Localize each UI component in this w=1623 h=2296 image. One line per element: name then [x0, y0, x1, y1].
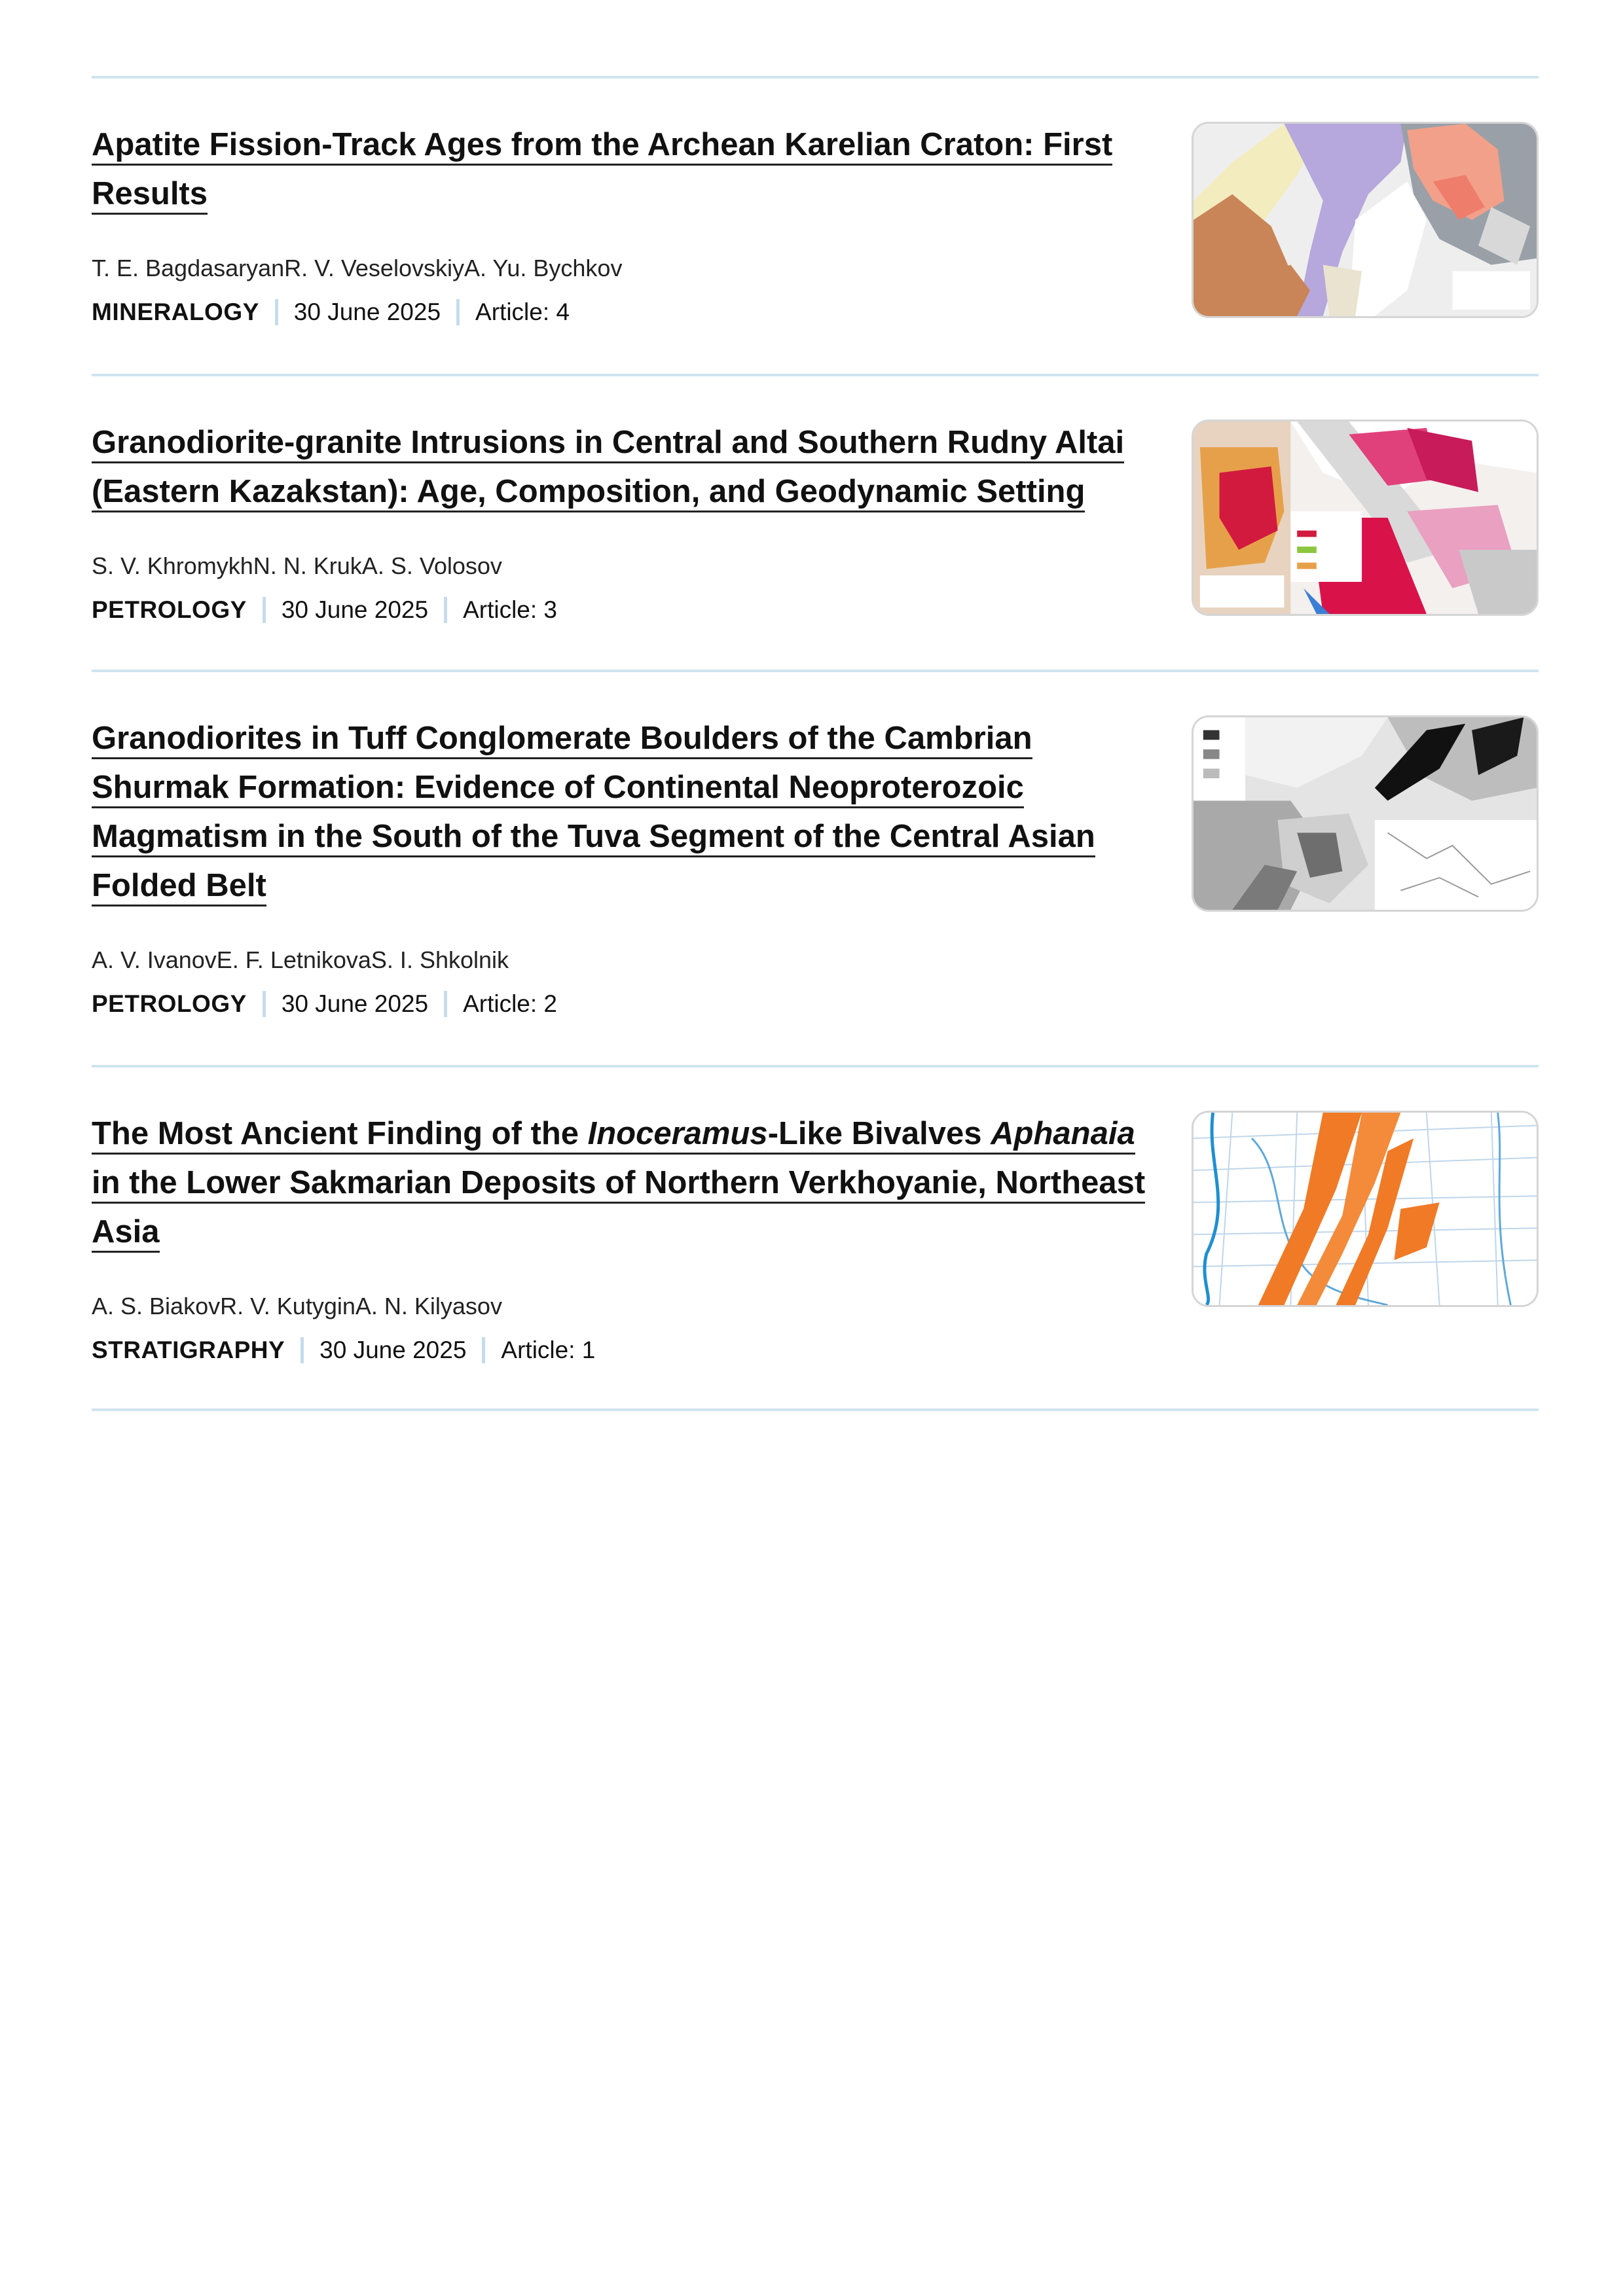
- geologic-map-thumbnail[interactable]: [1192, 1111, 1539, 1307]
- article-title-link[interactable]: [92, 1116, 1145, 1253]
- article-title: [92, 1109, 1152, 1257]
- article-meta: [92, 1335, 1152, 1365]
- article-category[interactable]: MINERALOGY: [92, 298, 259, 325]
- title-taxon: Aphanaia: [991, 1116, 1135, 1151]
- article-number: Article: 3: [463, 596, 558, 623]
- article-category[interactable]: PETROLOGY: [92, 596, 247, 623]
- title-part: The Most Ancient Finding of the: [92, 1116, 588, 1151]
- map-thumbnail-image: [1194, 422, 1537, 614]
- map-thumbnail-image: [1194, 1113, 1537, 1305]
- article-body: [92, 1067, 1152, 1365]
- article-item: [92, 76, 1539, 374]
- article-date: 30 June 2025: [281, 990, 429, 1017]
- meta-separator: [456, 299, 460, 325]
- meta-separator: [275, 299, 278, 325]
- article-title: [92, 714, 1152, 910]
- article-title: [92, 418, 1152, 516]
- article-meta: [92, 595, 1152, 625]
- article-meta: [92, 297, 1152, 327]
- map-thumbnail-image: [1194, 717, 1537, 910]
- meta-separator: [444, 991, 447, 1017]
- article-meta: [92, 989, 1152, 1019]
- meta-separator: [263, 597, 266, 623]
- title-taxon: Inoceramus: [587, 1116, 768, 1151]
- article-title-link[interactable]: Granodiorites in Tuff Conglomerate Boulders of the Cambrian Shurmak Formation: Evidence of Continental Neoproterozoic Magmatism in the South of the Tuva Segment of the Central Asian Folded Belt: [92, 721, 1095, 906]
- article-body: [92, 376, 1152, 625]
- article-authors: A. S. BiakovR. V. KutyginA. N. Kilyasov: [92, 1293, 502, 1319]
- article-number: Article: 4: [475, 298, 570, 325]
- article-date: 30 June 2025: [319, 1336, 467, 1363]
- article-item: [92, 374, 1539, 670]
- article-number: Article: 2: [463, 990, 558, 1017]
- article-list: [92, 76, 1539, 1411]
- article-date: 30 June 2025: [293, 298, 441, 325]
- article-body: [92, 672, 1152, 1019]
- article-title: [92, 120, 1152, 219]
- article-authors: A. V. IvanovE. F. LetnikovaS. I. Shkolnik: [92, 946, 509, 973]
- article-title-link[interactable]: Apatite Fission-Track Ages from the Archean Karelian Craton: First Results: [92, 127, 1112, 215]
- title-part: in the Lower Sakmarian Deposits of Northern Verkhoyanie, Northeast Asia: [92, 1165, 1146, 1249]
- map-thumbnail-image: [1194, 124, 1537, 316]
- geologic-map-thumbnail[interactable]: [1192, 122, 1539, 318]
- geologic-map-thumbnail[interactable]: [1192, 715, 1539, 912]
- article-item: [92, 1065, 1539, 1411]
- article-category[interactable]: PETROLOGY: [92, 990, 247, 1017]
- article-category[interactable]: STRATIGRAPHY: [92, 1336, 285, 1363]
- meta-separator: [482, 1337, 485, 1363]
- meta-separator: [263, 991, 266, 1017]
- meta-separator: [301, 1337, 304, 1363]
- article-authors: S. V. KhromykhN. N. KrukA. S. Volosov: [92, 552, 502, 579]
- article-authors: T. E. BagdasaryanR. V. VeselovskiyA. Yu. Bychkov: [92, 255, 623, 281]
- article-number: Article: 1: [501, 1336, 596, 1363]
- geologic-map-thumbnail[interactable]: [1192, 420, 1539, 616]
- article-title-link[interactable]: Granodiorite-granite Intrusions in Central and Southern Rudny Altai (Eastern Kazakstan): Age, Composition, and Geodynamic Setting: [92, 425, 1124, 512]
- article-date: 30 June 2025: [281, 596, 429, 623]
- article-item: [92, 670, 1539, 1065]
- meta-separator: [444, 597, 447, 623]
- article-body: [92, 79, 1152, 327]
- title-part: -Like Bivalves: [767, 1116, 991, 1151]
